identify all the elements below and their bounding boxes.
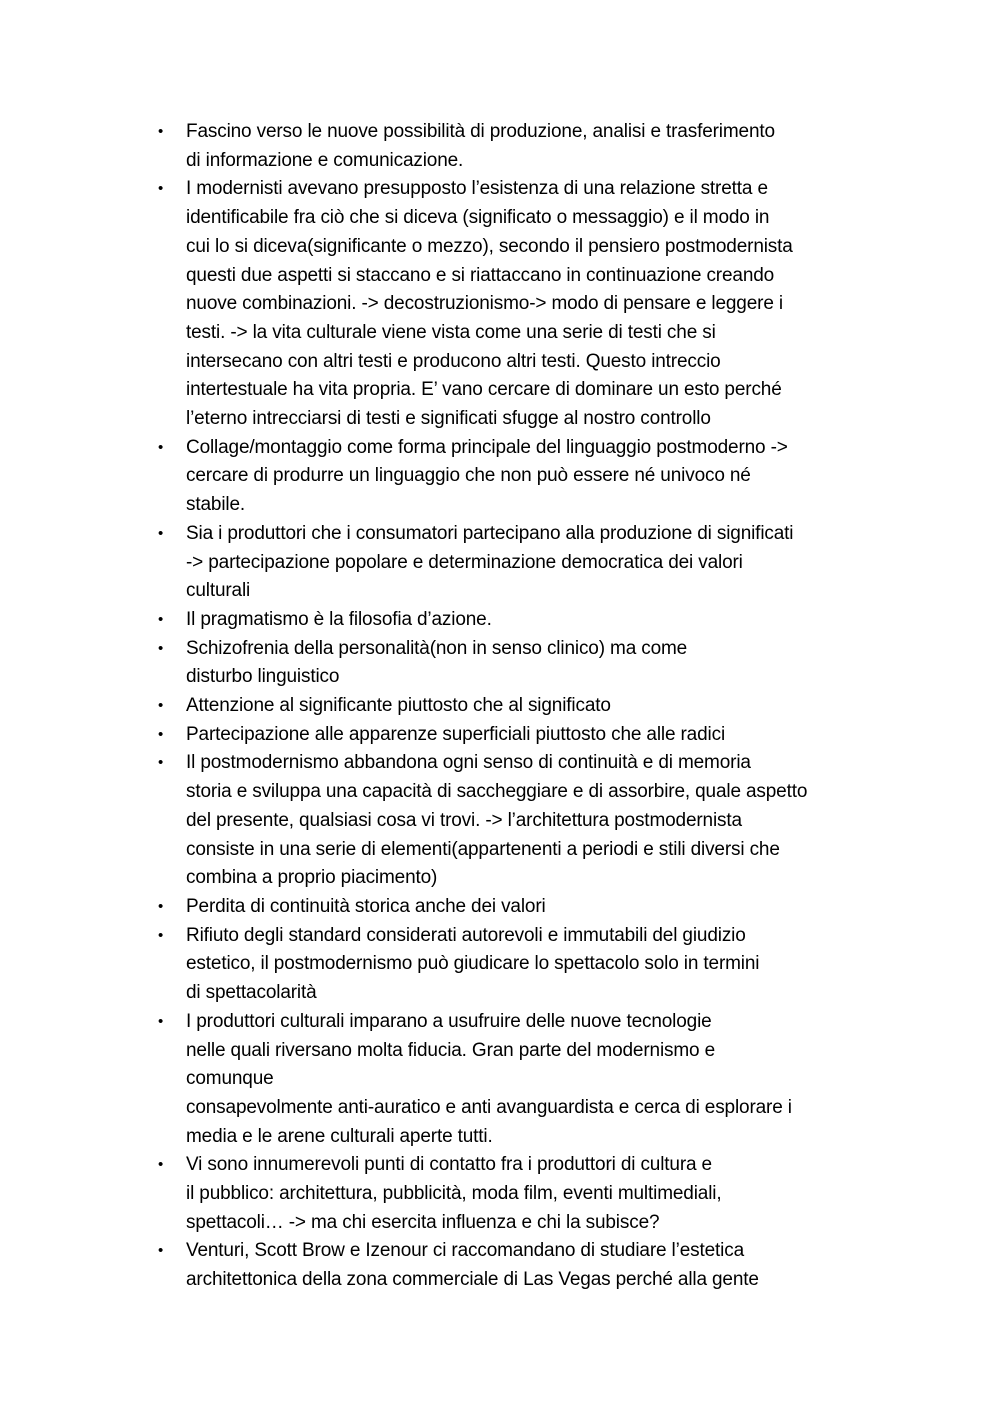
bullet-icon: • (158, 897, 164, 915)
bullet-icon: • (158, 1242, 164, 1260)
text-line: architettonica della zona commerciale di Las Vegas perché alla gente (186, 1269, 759, 1291)
text-line: consapevolmente anti-auratico e anti avanguardista e cerca di esplorare i (186, 1096, 792, 1118)
text-line: intertestuale ha vita propria. E’ vano cercare di dominare un esto perché (186, 379, 782, 401)
text-line: consiste in una serie di elementi(appartenenti a periodi e stili diversi che (186, 838, 780, 860)
text-line: spettacoli… -> ma chi esercita influenza e chi la subisce? (186, 1211, 660, 1233)
text-line: Rifiuto degli standard considerati autorevoli e immutabili del giudizio (186, 924, 746, 946)
text-line: cercare di produrre un linguaggio che non può essere né univoco né (186, 465, 751, 487)
list-item (158, 893, 898, 922)
text-line: disturbo linguistico (186, 666, 340, 688)
bullet-icon: • (158, 180, 164, 198)
list-item (158, 520, 898, 606)
text-line: Collage/montaggio come forma principale del linguaggio postmoderno -> (186, 436, 788, 458)
bullet-text (186, 692, 898, 721)
text-line: Perdita di continuità storica anche dei valori (186, 895, 546, 917)
text-line: del presente, qualsiasi cosa vi trovi. -> l’architettura postmodernista (186, 809, 742, 831)
bullet-text (186, 922, 898, 1008)
text-line: questi due aspetti si staccano e si riattaccano in continuazione creando (186, 264, 775, 286)
bullet-icon: • (158, 524, 164, 542)
list-item (158, 434, 898, 520)
list-item (158, 721, 898, 750)
text-line: di informazione e comunicazione. (186, 149, 464, 171)
list-item (158, 922, 898, 1008)
text-line: nuove combinazioni. -> decostruzionismo-> modo di pensare e leggere i (186, 293, 783, 315)
bullet-text (186, 721, 898, 750)
bullet-icon: • (158, 438, 164, 456)
list-item (158, 175, 898, 433)
bullet-text (186, 606, 898, 635)
bullet-text (186, 749, 898, 893)
bullet-text (186, 520, 898, 606)
text-line: Il pragmatismo è la filosofia d’azione. (186, 608, 492, 630)
list-item (158, 635, 898, 692)
text-line: intersecano con altri testi e producono altri testi. Questo intreccio (186, 350, 721, 372)
text-line: Attenzione al significante piuttosto che al significato (186, 695, 611, 717)
bullet-list (158, 118, 898, 1295)
text-line: cui lo si diceva(significante o mezzo), secondo il pensiero postmodernista (186, 235, 793, 257)
text-line: Partecipazione alle apparenze superficiali piuttosto che alle radici (186, 723, 726, 745)
list-item (158, 1237, 898, 1294)
text-line: culturali (186, 580, 251, 602)
bullet-icon: • (158, 610, 164, 628)
list-item (158, 749, 898, 893)
bullet-icon: • (158, 926, 164, 944)
text-line: testi. -> la vita culturale viene vista come una serie di testi che si (186, 321, 716, 343)
list-item (158, 692, 898, 721)
text-line: identificabile fra ciò che si diceva (significato o messaggio) e il modo in (186, 207, 770, 229)
bullet-icon: • (158, 725, 164, 743)
text-line: Il postmodernismo abbandona ogni senso di continuità e di memoria (186, 752, 751, 774)
text-line: media e le arene culturali aperte tutti. (186, 1125, 493, 1147)
bullet-icon: • (158, 1156, 164, 1174)
text-line: Sia i produttori che i consumatori partecipano alla produzione di significati (186, 522, 794, 544)
text-line: di spettacolarità (186, 982, 317, 1004)
bullet-icon: • (158, 123, 164, 140)
bullet-icon: • (158, 697, 164, 715)
text-line: I produttori culturali imparano a usufruire delle nuove tecnologie (186, 1010, 712, 1032)
text-line: nelle quali riversano molta fiducia. Gran parte del modernismo e (186, 1039, 716, 1061)
bullet-text (186, 1151, 898, 1237)
bullet-icon: • (158, 754, 164, 772)
bullet-text (186, 118, 898, 175)
list-item (158, 606, 898, 635)
text-line: estetico, il postmodernismo può giudicare lo spettacolo solo in termini (186, 953, 760, 975)
text-line: stabile. (186, 494, 246, 516)
bullet-text (186, 175, 898, 433)
bullet-icon: • (158, 1012, 164, 1030)
list-item (158, 1008, 898, 1152)
list-item (158, 1151, 898, 1237)
text-line: Schizofrenia della personalità(non in senso clinico) ma come (186, 637, 688, 659)
text-line: il pubblico: architettura, pubblicità, moda film, eventi multimediali, (186, 1183, 722, 1205)
text-line: Fascino verso le nuove possibilità di produzione, analisi e trasferimento (186, 121, 775, 142)
bullet-text (186, 893, 898, 922)
text-line: I modernisti avevano presupposto l’esistenza di una relazione stretta e (186, 178, 768, 200)
bullet-text (186, 434, 898, 520)
bullet-icon: • (158, 639, 164, 657)
bullet-text (186, 635, 898, 692)
text-line: -> partecipazione popolare e determinazione democratica dei valori (186, 551, 743, 573)
text-line: storia e sviluppa una capacità di saccheggiare e di assorbire, quale aspetto (186, 781, 808, 803)
text-line: l’eterno intrecciarsi di testi e significati sfugge al nostro controllo (186, 408, 711, 430)
text-line: combina a proprio piacimento) (186, 867, 438, 889)
text-line: Vi sono innumerevoli punti di contatto fra i produttori di cultura e (186, 1154, 712, 1176)
bullet-text (186, 1237, 898, 1294)
text-line: comunque (186, 1068, 274, 1090)
list-item (158, 118, 898, 175)
bullet-text (186, 1008, 898, 1152)
text-line: Venturi, Scott Brow e Izenour ci raccomandano di studiare l’estetica (186, 1240, 744, 1262)
